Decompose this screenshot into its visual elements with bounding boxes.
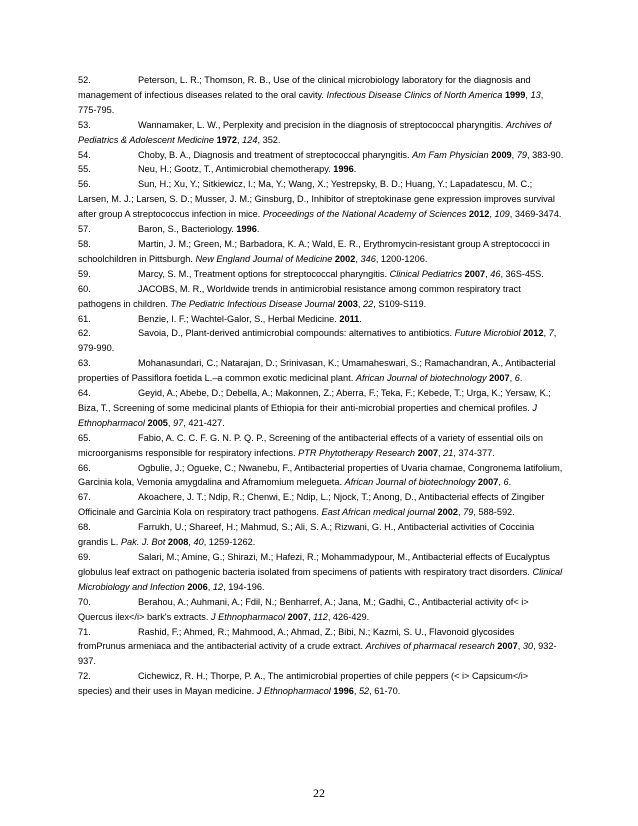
reference-text: , bbox=[511, 149, 517, 160]
reference-year: 2007 bbox=[417, 447, 439, 458]
reference-year: 2008 bbox=[167, 537, 189, 548]
reference-text: Ogbulie, J.; Ogueke, C.; Nwanebu, F., Antibacterial properties of Uvaria chamae, Congronema latifolium, Garcinia kola, Vemonia amygdalina and Aframomium melegueta. bbox=[78, 462, 563, 488]
reference-item bbox=[78, 461, 564, 491]
reference-italic-text: African Journal of biotechnology bbox=[355, 373, 487, 384]
reference-text: , bbox=[485, 268, 491, 279]
reference-text: , bbox=[438, 447, 444, 458]
reference-italic-text: 97 bbox=[173, 417, 184, 428]
reference-text: , 36S-45S. bbox=[500, 268, 544, 279]
reference-year: 2002 bbox=[334, 253, 356, 264]
reference-italic-text: 46 bbox=[490, 268, 501, 279]
reference-year: 2003 bbox=[337, 298, 358, 309]
reference-text: , 1200-1206. bbox=[375, 253, 428, 264]
reference-text: . bbox=[256, 224, 260, 235]
reference-item bbox=[78, 356, 564, 386]
reference-item bbox=[78, 326, 564, 356]
reference-text: , bbox=[188, 537, 194, 548]
reference-text: Baron, S., Bacteriology. bbox=[138, 224, 237, 235]
reference-item bbox=[78, 386, 564, 431]
reference-list bbox=[78, 73, 564, 699]
reference-text: . bbox=[508, 477, 512, 488]
reference-number: 66. bbox=[78, 462, 91, 473]
reference-text: Fabio, A. C. C. F. G. N. P. Q. P., Screening of the antibacterial effects of a variety of essential oils on microorganisms responsible for respiratory infections. bbox=[78, 432, 543, 458]
reference-number: 69. bbox=[78, 552, 91, 562]
reference-text: Rashid, F.; Ahmed, R.; Mahmood, A.; Ahmad, Z.; Bibi, N.; Kazmi, S. U., Flavonoid glycosides fromPrunus armeniaca and the antibacterial activity of a crude extract. bbox=[78, 626, 515, 652]
reference-italic-text: Clinical Microbiology and Infection bbox=[78, 566, 563, 592]
reference-italic-text: J Ethnopharmacol bbox=[78, 402, 537, 428]
reference-year: 2006 bbox=[187, 581, 208, 592]
reference-item bbox=[78, 520, 564, 550]
reference-text: Geyid, A.; Abebe, D.; Debella, A.; Makonnen, Z.; Aberra, F.; Teka, F.; Kebede, T.; Urga, K.; Yersaw, K.; Biza, T., Screening of some medicinal plants of Ethiopia for their anti-microbial properties and chemical profiles. bbox=[78, 388, 551, 413]
reference-year: 2012 bbox=[468, 209, 490, 220]
reference-year: 2011 bbox=[339, 313, 360, 324]
reference-text: . bbox=[359, 313, 362, 324]
reference-number: 70. bbox=[78, 596, 91, 607]
reference-year: 2012 bbox=[523, 328, 544, 339]
reference-text: , bbox=[458, 507, 464, 518]
reference-italic-text: 6 bbox=[514, 373, 520, 384]
reference-text: , bbox=[498, 477, 504, 488]
reference-italic-text: East African medical journal bbox=[321, 507, 435, 518]
reference-italic-text: 52 bbox=[358, 686, 370, 697]
reference-text: , 1259-1262. bbox=[203, 537, 256, 548]
reference-year: 1996 bbox=[333, 164, 354, 175]
reference-text: Farrukh, U.; Shareef, H.; Mahmud, S.; Ali, S. A.; Rizwani, G. H., Antibacterial activities of Coccinia grandis L. bbox=[78, 522, 535, 548]
reference-item bbox=[78, 162, 564, 177]
reference-text: , bbox=[308, 611, 314, 622]
reference-italic-text: 22 bbox=[363, 298, 374, 309]
reference-text: , bbox=[543, 328, 549, 339]
reference-text: , bbox=[509, 373, 515, 384]
reference-year: 2007 bbox=[489, 373, 510, 384]
reference-number: 62. bbox=[78, 328, 91, 339]
reference-number: 58. bbox=[78, 238, 91, 249]
reference-italic-text: Future Microbiol bbox=[454, 328, 521, 339]
reference-item bbox=[78, 625, 564, 670]
reference-italic-text: Archives of pharmacal research bbox=[365, 641, 495, 652]
reference-text: Berahou, A.; Auhmani, A.; Fdil, N.; Benharref, A.; Jana, M.; Gadhi, C., Antibacterial activity of< i> Quercus ilex</i> bark's extracts. bbox=[78, 596, 529, 622]
reference-text: , bbox=[357, 298, 364, 309]
reference-number: 61. bbox=[78, 313, 91, 324]
reference-year: 2005 bbox=[147, 417, 168, 428]
reference-text: JACOBS, M. R., Worldwide trends in antimicrobial resistance among common respiratory tract pathogens in children. bbox=[78, 283, 521, 309]
reference-number: 52. bbox=[78, 75, 91, 85]
reference-text: , bbox=[489, 209, 495, 220]
reference-text: , 194-196. bbox=[223, 581, 265, 592]
reference-text: Wannamaker, L. W., Perplexity and precision in the diagnosis of streptococcal pharyngitis. bbox=[138, 119, 506, 130]
reference-italic-text: 346 bbox=[360, 253, 376, 264]
reference-italic-text: 40 bbox=[193, 537, 204, 548]
reference-number: 57. bbox=[78, 224, 91, 235]
reference-italic-text: 124 bbox=[242, 134, 258, 145]
reference-item bbox=[78, 550, 564, 595]
reference-number: 53. bbox=[78, 119, 91, 130]
reference-text: , 352. bbox=[257, 134, 281, 145]
reference-text: , 932-937. bbox=[78, 641, 557, 667]
reference-italic-text: 7 bbox=[548, 328, 554, 339]
reference-number: 64. bbox=[78, 388, 91, 399]
reference-italic-text: The Pediatric Infectious Disease Journal bbox=[170, 298, 335, 309]
reference-text: Marcy, S. M., Treatment options for streptococcal pharyngitis. bbox=[138, 268, 390, 279]
reference-italic-text: Am Fam Physician bbox=[412, 149, 489, 160]
reference-text: , 61-70. bbox=[369, 686, 401, 697]
reference-number: 68. bbox=[78, 522, 91, 533]
reference-item bbox=[78, 595, 564, 625]
reference-italic-text: New England Journal of Medicine bbox=[195, 253, 333, 264]
reference-text: , 426-429. bbox=[327, 611, 370, 622]
reference-italic-text: PTR Phytotherapy Research bbox=[298, 447, 416, 458]
reference-italic-text: 109 bbox=[494, 209, 510, 220]
reference-text: , 588-592. bbox=[473, 507, 515, 518]
reference-year: 1996 bbox=[333, 686, 354, 697]
reference-text: Peterson, L. R.; Thomson, R. B., Use of the clinical microbiology laboratory for the diagnosis and management of infectious diseases related to the oral cavity. bbox=[78, 75, 531, 100]
reference-italic-text: 6 bbox=[503, 477, 509, 488]
reference-text: Cichewicz, R. H.; Thorpe, P. A., The antimicrobial properties of chile peppers (< i> Capsicum</i> species) and their uses in Mayan medicine. bbox=[78, 671, 529, 697]
reference-text: Akoachere, J. T.; Ndip, R.; Chenwi, E.; Ndip, L.; Njock, T.; Anong, D., Antibacterial effects of Zingiber Officinale and Garcinia Kola on respiratory tract pathogens. bbox=[78, 492, 545, 518]
reference-text: Martin, J. M.; Green, M.; Barbadora, K. A.; Wald, E. R., Erythromycin-resistant group A streptococci in schoolchildren in Pittsburgh. bbox=[78, 238, 550, 264]
reference-text: , bbox=[167, 417, 174, 428]
reference-text: , 383-90. bbox=[527, 149, 564, 160]
reference-text: , 421-427. bbox=[183, 417, 225, 428]
reference-italic-text: 112 bbox=[313, 611, 328, 622]
reference-italic-text: 79 bbox=[516, 149, 528, 160]
reference-year: 2007 bbox=[477, 477, 499, 488]
reference-text: Savoia, D., Plant-derived antimicrobial compounds: alternatives to antibiotics. bbox=[138, 328, 455, 339]
reference-year: 2007 bbox=[287, 611, 309, 622]
reference-text: Salari, M.; Amine, G.; Shirazi, M.; Hafezi, R.; Mohammadypour, M., Antibacterial effects of Eucalyptus globulus leaf extract on pathogenic bacteria isolated from specimens of patients with respiratory tract disorders. bbox=[78, 552, 550, 577]
reference-year: 2007 bbox=[497, 641, 518, 652]
reference-item bbox=[78, 222, 564, 237]
reference-number: 60. bbox=[78, 283, 91, 294]
reference-text: , bbox=[355, 253, 361, 264]
reference-year: 1972 bbox=[216, 134, 238, 145]
reference-text: , 374-377. bbox=[453, 447, 495, 458]
reference-italic-text: 30 bbox=[522, 641, 534, 652]
reference-number: 59. bbox=[78, 268, 91, 279]
reference-italic-text: J Ethnopharmacol bbox=[256, 686, 331, 697]
reference-year: 1999 bbox=[504, 89, 526, 100]
reference-item bbox=[78, 490, 564, 520]
page-number: 22 bbox=[313, 786, 325, 800]
reference-number: 67. bbox=[78, 492, 91, 503]
reference-italic-text: J Ethnopharmacol bbox=[210, 611, 286, 622]
reference-text: , bbox=[353, 686, 359, 697]
reference-italic-text: Pak. J. Bot bbox=[120, 537, 166, 548]
reference-year: 2007 bbox=[464, 268, 486, 279]
reference-item bbox=[78, 431, 564, 461]
reference-text: , S109-S119. bbox=[373, 298, 427, 309]
reference-text: , bbox=[525, 89, 531, 100]
reference-text: , 775-795. bbox=[78, 89, 544, 115]
reference-item bbox=[78, 282, 564, 312]
reference-year: 2002 bbox=[437, 507, 458, 518]
reference-italic-text: Infectious Disease Clinics of North America bbox=[326, 89, 503, 100]
reference-year: 1996 bbox=[236, 224, 257, 235]
reference-number: 54. bbox=[78, 149, 91, 160]
reference-item bbox=[78, 237, 564, 267]
reference-item bbox=[78, 177, 564, 222]
reference-text: Choby, B. A., Diagnosis and treatment of streptococcal pharyngitis. bbox=[138, 149, 413, 160]
reference-text: Mohanasundari, C.; Natarajan, D.; Srinivasan, K.; Umamaheswari, S.; Ramachandran, A., Antibacterial properties of Passiflora foetida L.–a common exotic medicinal plant. bbox=[78, 358, 556, 384]
reference-text: , bbox=[207, 581, 213, 592]
reference-item bbox=[78, 148, 564, 163]
reference-italic-text: African Journal of biotechnology bbox=[344, 477, 476, 488]
reference-text: Neu, H.; Gootz, T., Antimicrobial chemotherapy. bbox=[138, 164, 334, 175]
reference-text: Benzie, I. F.; Wachtel-Galor, S., Herbal Medicine. bbox=[138, 313, 340, 324]
reference-text: , bbox=[517, 641, 523, 652]
reference-item bbox=[78, 312, 564, 327]
reference-text: , 979-990. bbox=[78, 328, 557, 354]
reference-number: 65. bbox=[78, 432, 91, 443]
reference-number: 71. bbox=[78, 626, 91, 637]
reference-number: 63. bbox=[78, 358, 91, 369]
reference-text: Sun, H.; Xu, Y.; Sitkiewicz, I.; Ma, Y.; Wang, X.; Yestrepsky, B. D.; Huang, Y.; Lapadatescu, M. C.; Larsen, M. J.; Larsen, S. D.; Musser, J. M.; Ginsburg, D., Inhibitor of streptokinase gene expression improves survival after group A streptococcus infection in mice. bbox=[78, 179, 555, 220]
reference-text: . bbox=[519, 373, 523, 384]
reference-number: 55. bbox=[78, 164, 91, 175]
reference-year: 2009 bbox=[491, 149, 512, 160]
reference-italic-text: Archives of Pediatrics & Adolescent Medicine bbox=[78, 119, 552, 145]
reference-text: , bbox=[237, 134, 243, 145]
reference-italic-text: Clinical Pediatrics bbox=[389, 268, 463, 279]
reference-italic-text: Proceedings of the National Academy of Sciences bbox=[262, 209, 467, 220]
reference-number: 72. bbox=[78, 671, 91, 682]
reference-text: , 3469-3474. bbox=[509, 209, 562, 220]
reference-italic-text: 13 bbox=[530, 89, 541, 100]
reference-number: 56. bbox=[78, 179, 91, 190]
reference-italic-text: 21 bbox=[443, 447, 454, 458]
reference-item bbox=[78, 73, 564, 118]
reference-item bbox=[78, 267, 564, 282]
reference-text: . bbox=[353, 164, 357, 175]
reference-italic-text: 79 bbox=[463, 507, 474, 518]
reference-item bbox=[78, 118, 564, 148]
reference-italic-text: 12 bbox=[212, 581, 224, 592]
reference-item bbox=[78, 669, 564, 699]
